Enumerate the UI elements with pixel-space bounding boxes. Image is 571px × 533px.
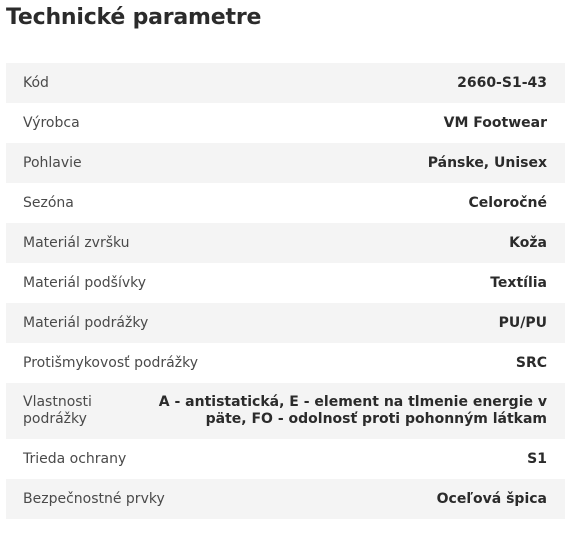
param-row-vyrobca	[6, 103, 565, 143]
param-value: Celoročné	[468, 195, 547, 211]
param-label: Materiál podšívky	[23, 275, 147, 291]
parameters-table	[6, 63, 565, 519]
param-label: Materiál podrážky	[23, 315, 149, 331]
param-label: Výrobca	[23, 115, 80, 131]
param-label: Bezpečnostné prvky	[23, 491, 165, 507]
param-value: 2660-S1-43	[457, 75, 547, 91]
param-value: A - antistatická, E - element na tlmenie energie v päte, FO - odolnosť proti pohonným látkam	[158, 394, 547, 427]
param-label: Materiál zvršku	[23, 235, 130, 251]
param-value: Oceľová špica	[436, 491, 547, 507]
param-row-protismykovost	[6, 343, 565, 383]
param-row-bezpecnostne-prvky	[6, 479, 565, 519]
section-title: Technické parametre	[6, 5, 262, 30]
param-row-pohlavie	[6, 143, 565, 183]
param-value: Koža	[509, 235, 547, 251]
param-label: Kód	[23, 75, 49, 91]
param-label: Vlastnosti podrážky	[23, 394, 92, 427]
param-value: Textília	[490, 275, 547, 291]
param-value: VM Footwear	[443, 115, 547, 131]
param-row-sezona	[6, 183, 565, 223]
param-label: Sezóna	[23, 195, 74, 211]
param-value: S1	[527, 451, 547, 467]
param-row-material-podrazky	[6, 303, 565, 343]
param-label: Trieda ochrany	[23, 451, 127, 467]
param-row-vlastnosti-podrazky	[6, 383, 565, 439]
param-row-material-podsivky	[6, 263, 565, 303]
param-value: Pánske, Unisex	[427, 155, 547, 171]
param-value: PU/PU	[498, 315, 547, 331]
param-row-material-zvrsku	[6, 223, 565, 263]
param-row-trieda-ochrany	[6, 439, 565, 479]
param-value: SRC	[515, 355, 547, 371]
param-label: Protišmykovosť podrážky	[23, 355, 198, 371]
param-row-kod	[6, 63, 565, 103]
param-label: Pohlavie	[23, 155, 82, 171]
